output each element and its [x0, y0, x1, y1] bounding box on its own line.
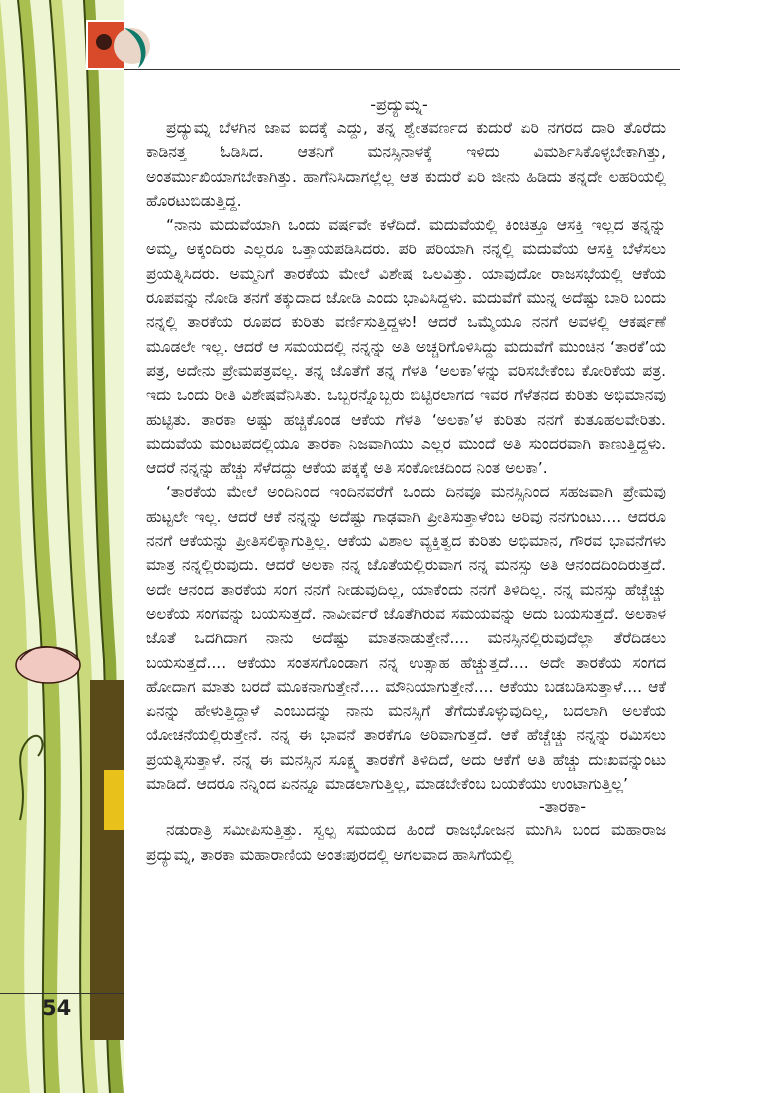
paragraph: “ನಾನು ಮದುವೆಯಾಗಿ ಒಂದು ವರ್ಷವೇ ಕಳೆದಿದೆ. ಮದುವೆಯಲ್ಲಿ ಕಿಂಚಿತ್ತೂ ಆಸಕ್ತಿ ಇಲ್ಲದ ತನ್ನನ್ನು ಅಮ್ಮ, ಅಕ್ಕಂದಿರು ಎಲ್ಲರೂ ಒತ್ತಾಯಪಡಿಸಿದರು. ಪರಿ ಪರಿಯಾಗಿ ನನ್ನಲ್ಲಿ ಮದುವೆಯ ಆಸಕ್ತಿ ಬೆಳೆಸಲು ಪ್ರಯತ್ನಿಸಿದರು. ಅಮ್ಮನಿಗೆ ತಾರಕೆಯ ಮೇಲೆ ವಿಶೇಷ ಒಲವಿತ್ತು. ಯಾವುದೋ ರಾಜಸಭೆಯಲ್ಲಿ ಆಕೆಯ ರೂಪವನ್ನು ನೋಡಿ ತನಗೆ ತಕ್ಕುದಾದ ಜೋಡಿ ಎಂದು ಭಾವಿಸಿದ್ದಳು. ಮದುವೆಗೆ ಮುನ್ನ ಅದೆಷ್ಟು ಬಾರಿ ಬಂದು ನನ್ನಲ್ಲಿ ತಾರಕೆಯ ರೂಪದ ಕುರಿತು ವರ್ಣಿಸುತ್ತಿದ್ದಳು! ಆದರೆ ಒಮ್ಮೆಯೂ ನನಗೆ ಅವಳಲ್ಲಿ ಆಕರ್ಷಣೆ ಮೂಡಲೇ ಇಲ್ಲ. ಆದರೆ ಆ ಸಮಯದಲ್ಲಿ ನನ್ನನ್ನು ಅತಿ ಅಚ್ಚರಿಗೊಳಿಸಿದ್ದು ಮದುವೆಗೆ ಮುಂಚಿನ ‘ತಾರಕೆ’ಯ ಪತ್ರ, ಅದೇನು ಪ್ರೇಮಪತ್ರವಲ್ಲ. ತನ್ನ ಜೊತೆಗೆ ತನ್ನ ಗೆಳತಿ ‘ಅಲಕಾ’ಳನ್ನು ವರಿಸಬೇಕೆಂಬ ಕೋರಿಕೆಯ ಪತ್ರ. ಇದು ಒಂದು ರೀತಿ ವಿಶೇಷವೆನಿಸಿತು. ಒಬ್ಬರನ್ನೊಬ್ಬರು ಬಿಟ್ಟಿರಲಾಗದ ಇವರ ಗೆಳೆತನದ ಕುರಿತು ಅಭಿಮಾನವು ಹುಟ್ಟಿತು. ತಾರಕಾ ಅಷ್ಟು ಹಚ್ಚಿಕೊಂಡ ಆಕೆಯ ಗೆಳತಿ ‘ಅಲಕಾ’ಳ ಕುರಿತು ನನಗೆ ಕುತೂಹಲವೇರಿತು. ಮದುವೆಯ ಮಂಟಪದಲ್ಲಿಯೂ ತಾರಕಾ ನಿಜವಾಗಿಯು ಎಲ್ಲರ ಮುಂದೆ ಅತಿ ಸುಂದರವಾಗಿ ಕಾಣುತ್ತಿದ್ದಳು. ಆದರೆ ನನ್ನನ್ನು ಹೆಚ್ಚು ಸೆಳೆದದ್ದು ಆಕೆಯ ಪಕ್ಕಕ್ಕೆ ಅತಿ ಸಂಕೋಚದಿಂದ ನಿಂತ ಅಲಕಾ’. [146, 216, 666, 478]
paragraph: ನಡುರಾತ್ರಿ ಸಮೀಪಿಸುತ್ತಿತ್ತು. ಸ್ವಲ್ಪ ಸಮಯದ ಹಿಂದೆ ರಾಜಭೋಜನ ಮುಗಿಸಿ ಬಂದ ಮಹಾರಾಜ ಪ್ರದ್ಯುಮ್ನ, ತಾರಕಾ ಮಹಾರಾಣಿಯ ಅಂತಃಪುರದಲ್ಲಿ ಅಗಲವಾದ ಹಾಸಿಗೆಯಲ್ಲಿ [146, 821, 666, 864]
section-title-taraka: -ತಾರಕಾ- [539, 797, 586, 817]
header-rule [124, 69, 680, 70]
footer-rule [0, 993, 124, 994]
page-number: 54 [42, 996, 72, 1020]
article-body [146, 94, 666, 867]
section-title-pradyumna: -ಪ್ರದ್ಯುಮ್ನ- [370, 95, 428, 114]
curtain-illustration [0, 0, 124, 1093]
paragraph: ‘ತಾರಕೆಯ ಮೇಲೆ ಅಂದಿನಿಂದ ಇಂದಿನವರೆಗೆ ಒಂದು ದಿನವೂ ಮನಸ್ಸಿನಿಂದ ಸಹಜವಾಗಿ ಪ್ರೇಮವು ಹುಟ್ಟಲೇ ಇಲ್ಲ. ಆದರೆ ಆಕೆ ನನ್ನನ್ನು ಅದೆಷ್ಟು ಗಾಢವಾಗಿ ಪ್ರೀತಿಸುತ್ತಾಳೆಂಬ ಅರಿವು ನನಗುಂಟು.... ಆದರೂ ನನಗೆ ಆಕೆಯನ್ನು ಪ್ರೀತಿಸಲಿಕ್ಕಾಗುತ್ತಿಲ್ಲ. ಆಕೆಯ ವಿಶಾಲ ವ್ಯಕ್ತಿತ್ವದ ಕುರಿತು ಅಭಿಮಾನ, ಗೌರವ ಭಾವನೆಗಳು ಮಾತ್ರ ನನ್ನಲ್ಲಿರುವುದು. ಆದರೆ ಅಲಕಾ ನನ್ನ ಜೊತೆಯಲ್ಲಿರುವಾಗ ನನ್ನ ಮನಸ್ಸು ಅತಿ ಆನಂದದಿಂದಿರುತ್ತದೆ. ಅದೇ ಆನಂದ ತಾರಕೆಯ ಸಂಗ ನನಗೆ ನೀಡುವುದಿಲ್ಲ, ಯಾಕೆಂದು ನನಗೆ ತಿಳಿದಿಲ್ಲ. ನನ್ನ ಮನಸ್ಸು ಹೆಚ್ಚೆಚ್ಚು ಅಲಕೆಯ ಸಂಗವನ್ನು ಬಯಸುತ್ತದೆ. ನಾವೀರ್ವರೆ ಜೊತೆಗಿರುವ ಸಮಯವನ್ನು ಅದು ಬಯಸುತ್ತದೆ. ಅಲಕಾಳ ಜೊತೆ ಒದಗಿದಾಗ ನಾನು ಅದೆಷ್ಟು ಮಾತನಾಡುತ್ತೇನೆ.... ಮನಸ್ಸಿನಲ್ಲಿರುವುದೆಲ್ಲಾ ತೆರೆದಿಡಲು ಬಯಸುತ್ತದೆ.... ಆಕೆಯು ಸಂತಸಗೊಂಡಾಗ ನನ್ನ ಉತ್ಸಾಹ ಹೆಚ್ಚುತ್ತದೆ.... ಅದೇ ತಾರಕೆಯ ಸಂಗದ ಹೋದಾಗ ಮಾತು ಬರದೆ ಮೂಕನಾಗುತ್ತೇನೆ.... ಮೌನಿಯಾಗುತ್ತೇನೆ.... ಆಕೆಯು ಬಡಬಡಿಸುತ್ತಾಳೆ.... ಆಕೆ ಏನನ್ನು ಹೇಳುತ್ತಿದ್ದಾಳೆ ಎಂಬುದನ್ನು ನಾನು ಮನಸ್ಸಿಗೆ ತೆಗೆದುಕೊಳ್ಳುವುದಿಲ್ಲ, ಬದಲಾಗಿ ಅಲಕೆಯ ಯೋಚನೆಯಲ್ಲಿರುತ್ತೇನೆ. ನನ್ನ ಈ ಭಾವನೆ ತಾರಕೆಗೂ ಅರಿವಾಗುತ್ತದೆ. ಆಕೆ ಹೆಚ್ಚೆಚ್ಚು ನನ್ನನ್ನು ರಮಿಸಲು ಪ್ರಯತ್ನಿಸುತ್ತಾಳೆ. ನನ್ನ ಈ ಮನಸ್ಸಿನ ಸೂಕ್ಷ್ಮ ತಾರಕೆಗೆ ತಿಳಿದಿದೆ, ಅದು ಆಕೆಗೆ ಅತಿ ಹೆಚ್ಚು ದುಃಖವನ್ನುಂಟು ಮಾಡಿದೆ. ಆದರೂ ನನ್ನಿಂದ ಏನನ್ನೂ ಮಾಡಲಾಗುತ್ತಿಲ್ಲ, ಮಾಡಬೇಕೆಂಬ ಬಯಕೆಯು ಉಂಟಾಗುತ್ತಿಲ್ಲ’ [146, 483, 666, 794]
paragraph: ಪ್ರದ್ಯುಮ್ನ ಬೆಳಗಿನ ಜಾವ ಐದಕ್ಕೆ ಎದ್ದು, ತನ್ನ ಶ್ವೇತವರ್ಣದ ಕುದುರೆ ಏರಿ ನಗರದ ದಾರಿ ತೊರೆದು ಕಾಡಿನತ್ತ ಓಡಿಸಿದ. ಆತನಿಗೆ ಮನಸ್ಸಿನಾಳಕ್ಕೆ ಇಳಿದು ವಿಮರ್ಶಿಸಿಕೊಳ್ಳಬೇಕಾಗಿತ್ತು, ಅಂತರ್ಮುಖಿಯಾಗಬೇಕಾಗಿತ್ತು. ಹಾಗೆನಿಸಿದಾಗಲ್ಲೆಲ್ಲ ಆತ ಕುದುರೆ ಏರಿ ಜೀನು ಹಿಡಿದು ತನ್ನದೇ ಲಹರಿಯಲ್ಲಿ ಹೊರಟುಬಿಡುತ್ತಿದ್ದ. [146, 119, 666, 210]
header-logo-image [86, 20, 156, 70]
